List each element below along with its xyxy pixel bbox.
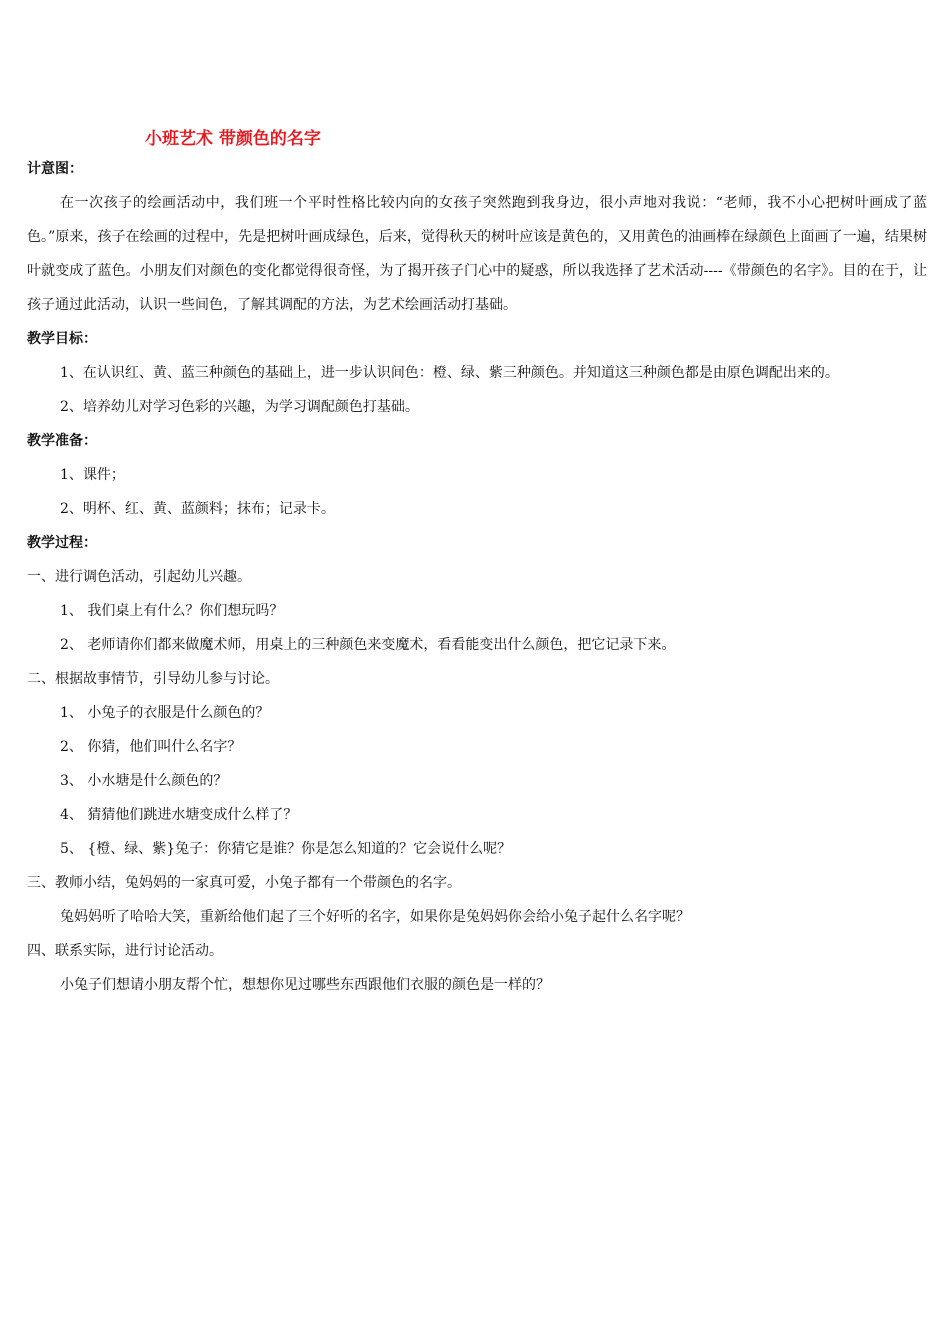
process-substep: 2、 老师请你们都来做魔术师，用桌上的三种颜色来变魔术，看看能变出什么颜色，把它记录下来。 <box>60 637 676 653</box>
process-heading: 教学过程： <box>27 535 97 551</box>
document-body <box>27 152 927 1002</box>
process-substep: 1、 我们桌上有什么？你们想玩吗？ <box>60 603 284 619</box>
goal-item: 2、培养幼儿对学习色彩的兴趣，为学习调配颜色打基础。 <box>60 399 419 415</box>
process-substep: 1、 小兔子的衣服是什么颜色的？ <box>60 705 270 721</box>
preparation-heading: 教学准备： <box>27 433 97 449</box>
process-text: 兔妈妈听了哈哈大笑，重新给他们起了三个好听的名字，如果你是兔妈妈你会给小兔子起什么名字呢？ <box>60 909 690 925</box>
design-heading: 计意图： <box>27 161 83 177</box>
preparation-item: 2、明杯、红、黄、蓝颜料；抹布；记录卡。 <box>60 501 335 517</box>
process-step: 三、教师小结，兔妈妈的一家真可爱，小兔子都有一个带颜色的名字。 <box>27 875 461 891</box>
goals-heading: 教学目标： <box>27 331 97 347</box>
process-text: 小兔子们想请小朋友帮个忙，想想你见过哪些东西跟他们衣服的颜色是一样的？ <box>60 977 550 993</box>
process-substep: 4、 猜猜他们跳进水塘变成什么样了？ <box>60 807 298 823</box>
process-substep: 3、 小水塘是什么颜色的？ <box>60 773 228 789</box>
process-step: 一、进行调色活动，引起幼儿兴趣。 <box>27 569 251 585</box>
process-step: 二、根据故事情节，引导幼儿参与讨论。 <box>27 671 279 687</box>
process-substep: 5、 {橙、绿、紫}兔子：你猜它是谁？你是怎么知道的？它会说什么呢？ <box>60 841 512 857</box>
design-paragraph: 在一次孩子的绘画活动中，我们班一个平时性格比较内向的女孩子突然跑到我身边，很小声地对我说：“老师，我不小心把树叶画成了蓝色。”原来，孩子在绘画的过程中，先是把树叶画成绿色，后来，觉得秋天的树叶应该是黄色的，又用黄色的油画棒在绿颜色上面画了一遍，结果树叶就变成了蓝色。小朋友们对颜色的变化都觉得很奇怪，为了揭开孩子门心中的疑惑，所以我选择了艺术活动----《带颜色的名字》。目的在于，让孩子通过此活动，认识一些间色，了解其调配的方法，为艺术绘画活动打基础。 <box>27 195 927 313</box>
goal-item: 1、在认识红、黄、蓝三种颜色的基础上，进一步认识间色：橙、绿、紫三种颜色。并知道这三种颜色都是由原色调配出来的。 <box>60 365 839 381</box>
document-title: 小班艺术 带颜色的名字 <box>145 129 321 149</box>
process-substep: 2、 你猜，他们叫什么名字？ <box>60 739 242 755</box>
process-step: 四、联系实际，进行讨论活动。 <box>27 943 223 959</box>
preparation-item: 1、课件； <box>60 467 125 483</box>
